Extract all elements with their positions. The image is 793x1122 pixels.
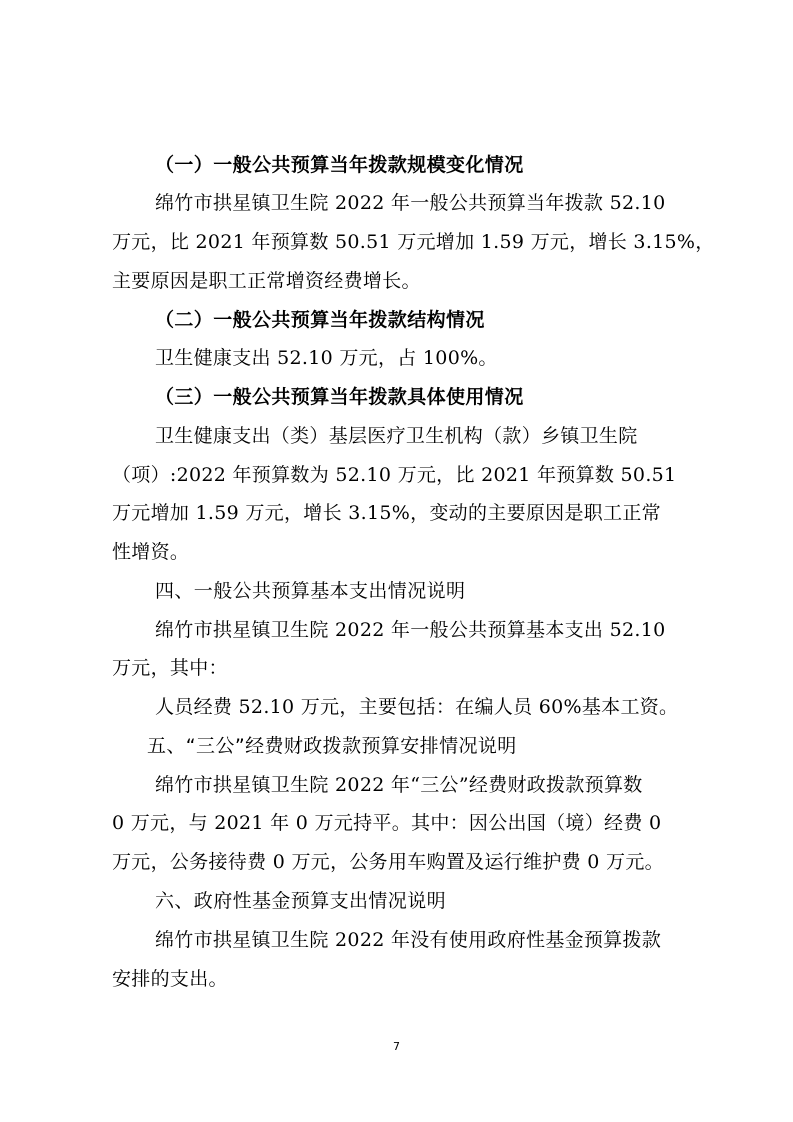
paragraph-line: 人员经费 52.10 万元，主要包括：在编人员 60%基本工资。 <box>155 696 679 718</box>
paragraph-line: 万元，其中： <box>112 657 228 679</box>
page-number: 7 <box>393 1040 400 1053</box>
paragraph-line: 绵竹市拱星镇卫生院 2022 年“三公”经费财政拨款预算数 <box>155 774 643 796</box>
paragraph-line: 安排的支出。 <box>112 968 228 990</box>
paragraph-line: 万元，公务接待费 0 万元，公务用车购置及运行维护费 0 万元。 <box>112 851 664 873</box>
paragraph-line: 绵竹市拱星镇卫生院 2022 年一般公共预算基本支出 52.10 <box>155 619 666 641</box>
paragraph-line: （项）:2022 年预算数为 52.10 万元，比 2021 年预算数 50.51 <box>112 464 677 486</box>
heading-general-budget-usage: （三）一般公共预算当年拨款具体使用情况 <box>155 386 524 408</box>
paragraph-line: 万元增加 1.59 万元，增长 3.15%，变动的主要原因是职工正常 <box>112 502 661 524</box>
heading-general-budget-scale: （一）一般公共预算当年拨款规模变化情况 <box>155 154 524 176</box>
paragraph-line: 主要原因是职工正常增资经费增长。 <box>112 270 421 292</box>
heading-general-budget-structure: （二）一般公共预算当年拨款结构情况 <box>155 309 485 331</box>
paragraph-line: 绵竹市拱星镇卫生院 2022 年没有使用政府性基金预算拨款 <box>155 929 662 951</box>
heading-basic-expenditure: 四、一般公共预算基本支出情况说明 <box>155 580 466 602</box>
paragraph-line: 卫生健康支出 52.10 万元，占 100%。 <box>155 347 498 369</box>
paragraph-line: 绵竹市拱星镇卫生院 2022 年一般公共预算当年拨款 52.10 <box>155 192 666 214</box>
paragraph-line: 0 万元，与 2021 年 0 万元持平。其中：因公出国（境）经费 0 <box>112 812 662 834</box>
paragraph-line: 卫生健康支出（类）基层医疗卫生机构（款）乡镇卫生院 <box>155 425 638 447</box>
heading-three-public-expenses: 五、“三公”经费财政拨款预算安排情况说明 <box>147 735 517 757</box>
heading-government-fund-budget: 六、政府性基金预算支出情况说明 <box>155 890 447 912</box>
paragraph-line: 万元，比 2021 年预算数 50.51 万元增加 1.59 万元，增长 3.15%， <box>112 231 715 253</box>
paragraph-line: 性增资。 <box>112 541 190 563</box>
